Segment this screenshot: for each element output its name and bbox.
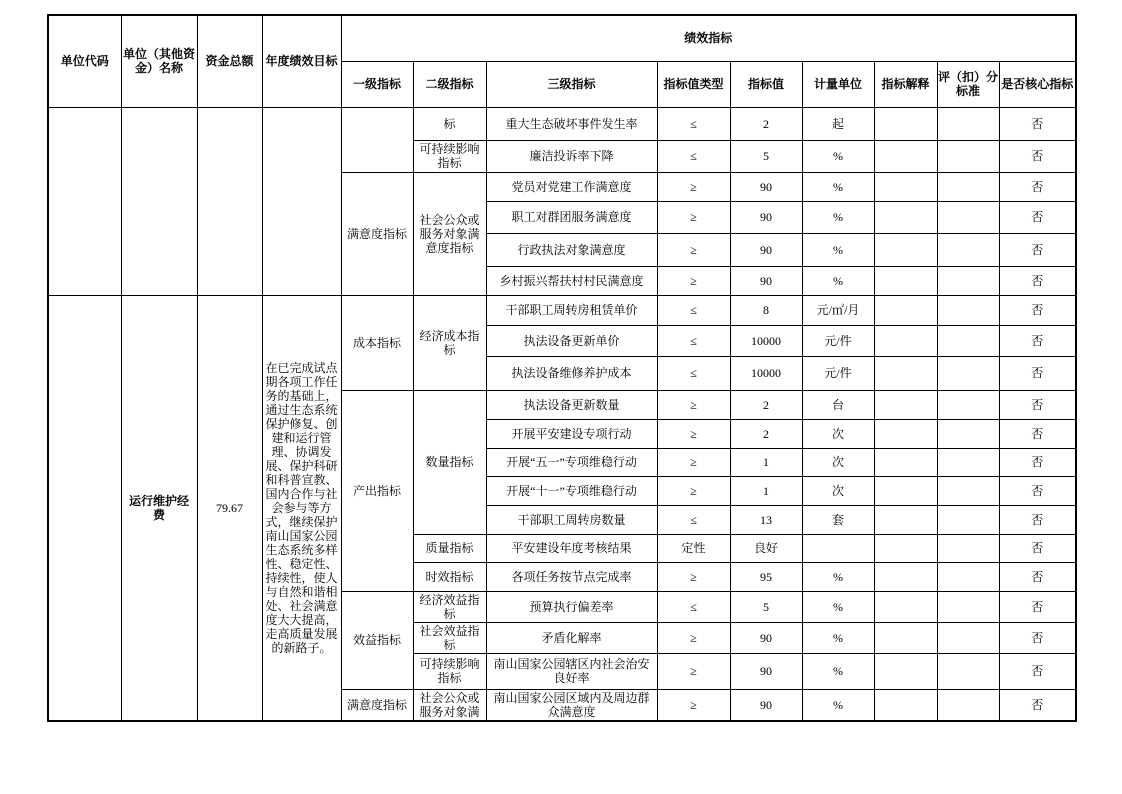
value-type-cell: ≤ [657,505,730,534]
header-l1-indicator: 一级指标 [341,61,413,107]
core-cell: 否 [999,476,1076,505]
l3-indicator-cell: 党员对党建工作满意度 [486,172,657,201]
annual-goal-cell [262,107,341,295]
measure-unit-cell: 次 [802,448,874,476]
value-type-cell: ≤ [657,140,730,172]
explain-cell [874,172,937,201]
amount-cell: 79.67 [197,295,262,721]
explain-cell [874,689,937,721]
score-cell [937,562,999,591]
score-cell [937,534,999,562]
score-cell [937,689,999,721]
core-cell: 否 [999,591,1076,622]
l2-indicator-cell: 经济成本指标 [413,295,486,390]
l1-indicator-cell: 效益指标 [341,591,413,689]
header-unit-code: 单位代码 [48,15,121,107]
measure-unit-cell: 元/件 [802,325,874,356]
score-cell [937,390,999,419]
explain-cell [874,591,937,622]
value-type-cell: ≤ [657,295,730,325]
measure-unit-cell: 台 [802,390,874,419]
l2-indicator-cell: 可持续影响指标 [413,140,486,172]
value-type-cell: ≥ [657,562,730,591]
l3-indicator-cell: 乡村振兴帮扶村村民满意度 [486,266,657,295]
score-cell [937,107,999,140]
l2-indicator-cell: 标 [413,107,486,140]
value-type-cell: ≤ [657,107,730,140]
value-type-cell: ≥ [657,448,730,476]
l1-indicator-cell: 满意度指标 [341,689,413,721]
amount-cell [197,107,262,295]
header-unit-name: 单位（其他资金）名称 [121,15,197,107]
measure-unit-cell: 起 [802,107,874,140]
score-cell [937,622,999,653]
explain-cell [874,107,937,140]
value-type-cell: 定性 [657,534,730,562]
l1-indicator-cell [341,107,413,172]
value-type-cell: ≥ [657,689,730,721]
explain-cell [874,295,937,325]
unit-code-cell [48,107,121,295]
core-cell: 否 [999,448,1076,476]
l3-indicator-cell: 干部职工周转房租赁单价 [486,295,657,325]
value-cell: 2 [730,390,802,419]
score-cell [937,476,999,505]
value-cell: 90 [730,172,802,201]
explain-cell [874,562,937,591]
unit-name-cell: 运行维护经费 [121,295,197,721]
value-cell: 90 [730,233,802,266]
explain-cell [874,448,937,476]
measure-unit-cell: % [802,689,874,721]
score-cell [937,591,999,622]
core-cell: 否 [999,653,1076,689]
table-row [48,107,1076,140]
l3-indicator-cell: 南山国家公园区域内及周边群众满意度 [486,689,657,721]
explain-cell [874,356,937,390]
value-cell: 90 [730,622,802,653]
header-is-core: 是否核心指标 [999,61,1076,107]
l3-indicator-cell: 平安建设年度考核结果 [486,534,657,562]
header-value: 指标值 [730,61,802,107]
explain-cell [874,233,937,266]
explain-cell [874,140,937,172]
core-cell: 否 [999,534,1076,562]
value-type-cell: ≥ [657,622,730,653]
l2-indicator-cell: 可持续影响指标 [413,653,486,689]
score-cell [937,233,999,266]
core-cell: 否 [999,390,1076,419]
measure-unit-cell: % [802,622,874,653]
measure-unit-cell: 元/件 [802,356,874,390]
core-cell: 否 [999,622,1076,653]
core-cell: 否 [999,233,1076,266]
score-cell [937,505,999,534]
measure-unit-cell: % [802,172,874,201]
measure-unit-cell: % [802,140,874,172]
l3-indicator-cell: 执法设备更新单价 [486,325,657,356]
explain-cell [874,476,937,505]
header-value-type: 指标值类型 [657,61,730,107]
l3-indicator-cell: 执法设备更新数量 [486,390,657,419]
value-type-cell: ≤ [657,591,730,622]
measure-unit-cell: 元/㎡/月 [802,295,874,325]
score-cell [937,266,999,295]
performance-indicators-table [47,14,1077,722]
core-cell: 否 [999,201,1076,233]
value-type-cell: ≥ [657,233,730,266]
value-cell: 13 [730,505,802,534]
score-cell [937,356,999,390]
core-cell: 否 [999,266,1076,295]
l3-indicator-cell: 矛盾化解率 [486,622,657,653]
header-l3-indicator: 三级指标 [486,61,657,107]
core-cell: 否 [999,419,1076,448]
score-cell [937,325,999,356]
l1-indicator-cell: 满意度指标 [341,172,413,295]
core-cell: 否 [999,172,1076,201]
value-cell: 2 [730,419,802,448]
value-cell: 5 [730,140,802,172]
header-annual-goal: 年度绩效目标 [262,15,341,107]
value-cell: 8 [730,295,802,325]
l3-indicator-cell: 干部职工周转房数量 [486,505,657,534]
measure-unit-cell: 套 [802,505,874,534]
value-cell: 5 [730,591,802,622]
score-cell [937,653,999,689]
value-type-cell: ≥ [657,266,730,295]
value-type-cell: ≥ [657,476,730,505]
core-cell: 否 [999,325,1076,356]
header-measure-unit: 计量单位 [802,61,874,107]
score-cell [937,448,999,476]
value-cell: 90 [730,201,802,233]
l1-indicator-cell: 产出指标 [341,390,413,591]
annual-goal-cell: 在已完成试点期各项工作任务的基础上，通过生态系统保护修复、创建和运行管理、协调发展、保护科研和科普宣教、国内合作与社会参与等方式，继续保护南山国家公园生态系统多样性、稳定性、持续性，使人与自然和谐相处、社会满意度大大提高，走高质量发展的新路子。 [262,295,341,721]
l2-indicator-cell: 质量指标 [413,534,486,562]
unit-name-cell [121,107,197,295]
measure-unit-cell: % [802,562,874,591]
l2-indicator-cell: 经济效益指标 [413,591,486,622]
measure-unit-cell: % [802,266,874,295]
value-type-cell: ≥ [657,390,730,419]
explain-cell [874,534,937,562]
score-cell [937,419,999,448]
value-type-cell: ≥ [657,653,730,689]
explain-cell [874,622,937,653]
measure-unit-cell: % [802,233,874,266]
value-cell: 1 [730,448,802,476]
core-cell: 否 [999,140,1076,172]
core-cell: 否 [999,107,1076,140]
value-type-cell: ≤ [657,325,730,356]
value-type-cell: ≥ [657,201,730,233]
explain-cell [874,266,937,295]
value-cell: 90 [730,689,802,721]
l2-indicator-cell: 数量指标 [413,390,486,534]
value-type-cell: ≥ [657,419,730,448]
measure-unit-cell: 次 [802,419,874,448]
l2-indicator-cell: 社会公众或服务对象满意度指标 [413,172,486,295]
score-cell [937,295,999,325]
measure-unit-cell: % [802,201,874,233]
l3-indicator-cell: 各项任务按节点完成率 [486,562,657,591]
l3-indicator-cell: 职工对群团服务满意度 [486,201,657,233]
l3-indicator-cell: 开展“十一”专项维稳行动 [486,476,657,505]
core-cell: 否 [999,356,1076,390]
value-cell: 10000 [730,325,802,356]
l2-indicator-cell: 时效指标 [413,562,486,591]
l3-indicator-cell: 执法设备维修养护成本 [486,356,657,390]
measure-unit-cell: % [802,591,874,622]
explain-cell [874,201,937,233]
value-type-cell: ≥ [657,172,730,201]
value-cell: 2 [730,107,802,140]
header-performance-group: 绩效指标 [341,15,1076,61]
value-cell: 90 [730,266,802,295]
l3-indicator-cell: 南山国家公园辖区内社会治安良好率 [486,653,657,689]
score-cell [937,201,999,233]
l2-indicator-cell: 社会效益指标 [413,622,486,653]
l2-indicator-cell: 社会公众或服务对象满 [413,689,486,721]
value-type-cell: ≤ [657,356,730,390]
l3-indicator-cell: 行政执法对象满意度 [486,233,657,266]
l3-indicator-cell: 廉洁投诉率下降 [486,140,657,172]
l3-indicator-cell: 预算执行偏差率 [486,591,657,622]
score-cell [937,140,999,172]
value-cell: 10000 [730,356,802,390]
explain-cell [874,325,937,356]
l3-indicator-cell: 开展“五一”专项维稳行动 [486,448,657,476]
measure-unit-cell: % [802,653,874,689]
table-row [48,295,1076,325]
value-cell: 95 [730,562,802,591]
core-cell: 否 [999,689,1076,721]
header-l2-indicator: 二级指标 [413,61,486,107]
measure-unit-cell [802,534,874,562]
score-cell [937,172,999,201]
explain-cell [874,419,937,448]
explain-cell [874,390,937,419]
value-cell: 90 [730,653,802,689]
value-cell: 1 [730,476,802,505]
value-cell: 良好 [730,534,802,562]
l3-indicator-cell: 开展平安建设专项行动 [486,419,657,448]
explain-cell [874,505,937,534]
l3-indicator-cell: 重大生态破坏事件发生率 [486,107,657,140]
core-cell: 否 [999,562,1076,591]
core-cell: 否 [999,295,1076,325]
header-explain: 指标解释 [874,61,937,107]
header-score-standard: 评（扣）分标准 [937,61,999,107]
core-cell: 否 [999,505,1076,534]
unit-code-cell [48,295,121,721]
header-total-amount: 资金总额 [197,15,262,107]
measure-unit-cell: 次 [802,476,874,505]
explain-cell [874,653,937,689]
l1-indicator-cell: 成本指标 [341,295,413,390]
